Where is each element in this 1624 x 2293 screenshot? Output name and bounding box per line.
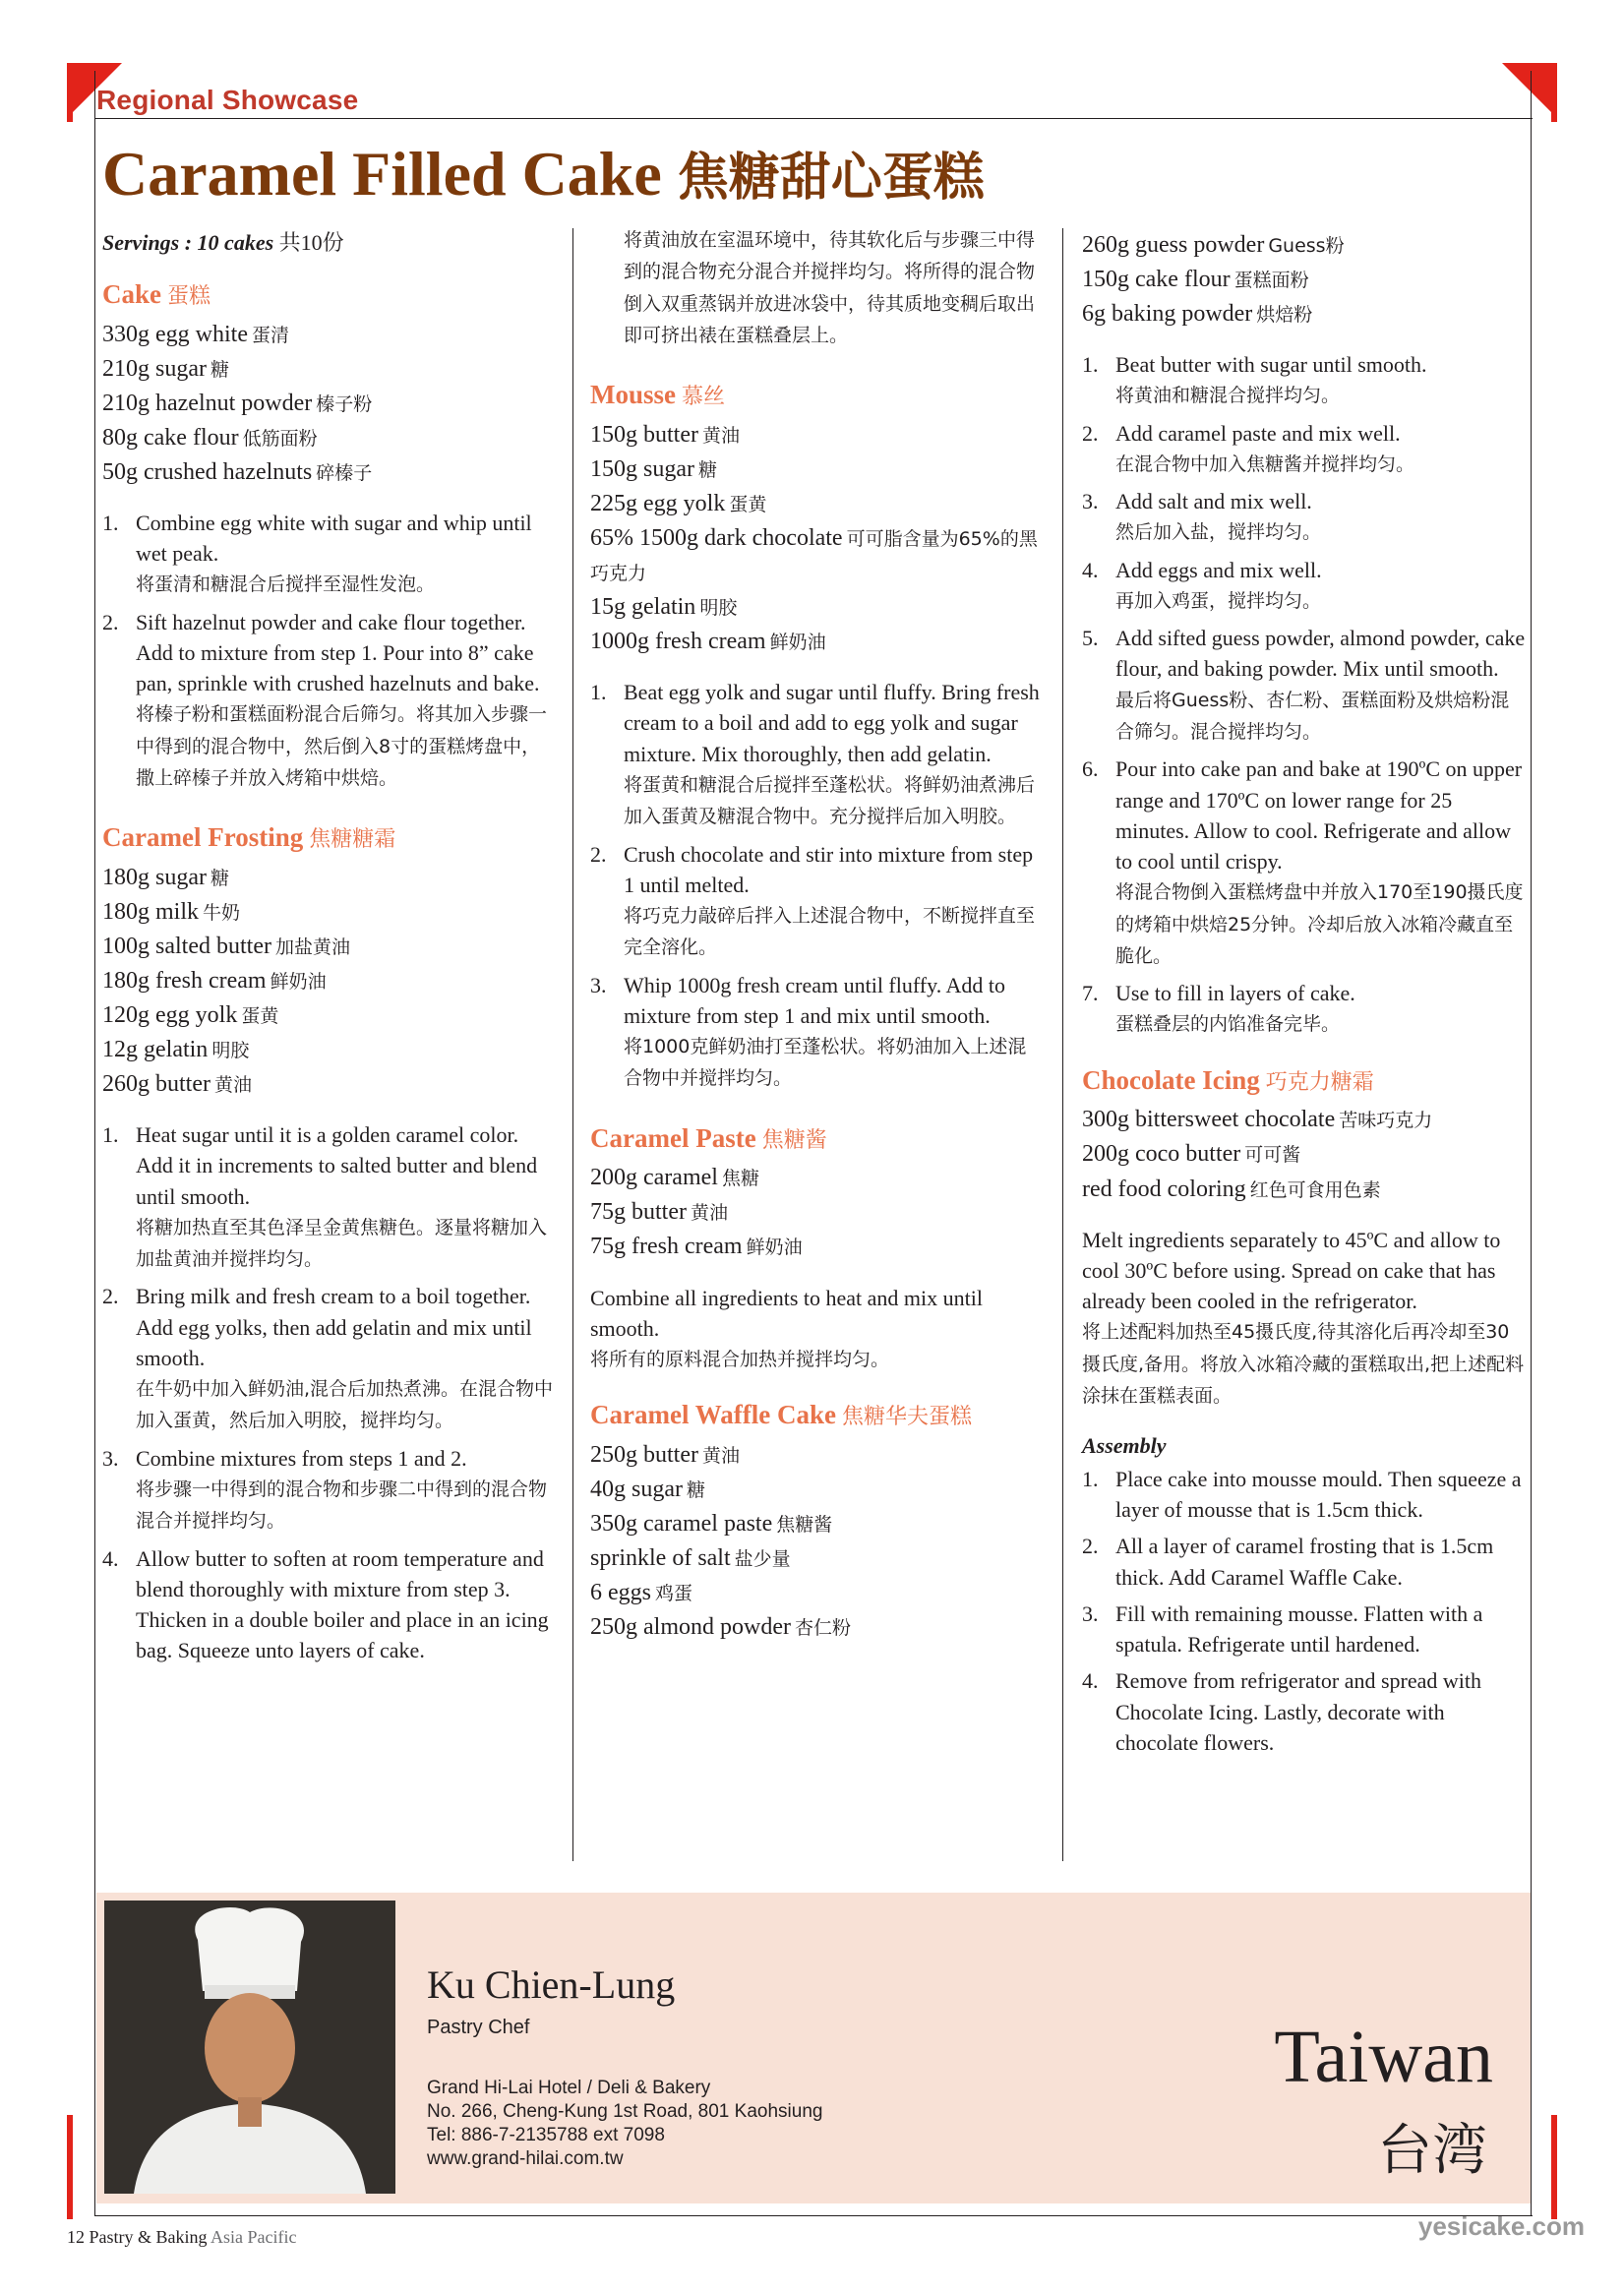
step-text: Add salt and mix well. (1115, 489, 1312, 514)
ingredient-zh: 可可脂含量为65%的黑巧克力 (590, 528, 1038, 585)
icing-ingredients (1082, 1103, 1527, 1206)
ingredient-zh: 鲜奶油 (270, 971, 327, 993)
paste-ingredients (590, 1161, 1045, 1264)
method-step (1082, 418, 1527, 481)
method-step (102, 1543, 557, 1666)
ingredient-item (102, 964, 557, 998)
frame-left-rule (94, 71, 95, 2215)
corner-decoration-top-right (1502, 63, 1557, 118)
column-divider (1062, 228, 1063, 1861)
ingredient-item (590, 1438, 1045, 1473)
step-number: 1. (102, 1122, 119, 1148)
ingredient-zh: 蛋黄 (729, 494, 767, 516)
waffle-ingredients-continued (1082, 228, 1527, 332)
step-text-zh: 在牛奶中加入鲜奶油,混合后加热煮沸。在混合物中加入蛋黄，然后加入明胶，搅拌均匀。 (136, 1378, 554, 1432)
ingredient-en: 200g caramel (590, 1165, 718, 1191)
step-text-zh: 将黄油和糖混合搅拌均匀。 (1115, 385, 1341, 407)
step-text: Combine egg white with sugar and whip until wet peak. (136, 510, 532, 566)
icing-method-zh: 将上述配料加热至45摄氏度,待其溶化后再冷却至30摄氏度,备用。将放入冰箱冷藏的蛋糕取出,把上述配料涂抹在蛋糕表面。 (1082, 1321, 1525, 1407)
ingredient-en: 50g crushed hazelnuts (102, 458, 313, 485)
step-number: 1. (1082, 1466, 1099, 1491)
ingredient-item (102, 352, 557, 387)
ingredient-zh: 蛋清 (251, 324, 289, 346)
ingredient-zh: 可可酱 (1244, 1144, 1301, 1167)
ingredient-zh: 烘焙粉 (1256, 304, 1313, 327)
ingredient-item (590, 453, 1045, 487)
method-step (1082, 1464, 1527, 1525)
ingredient-item (590, 1576, 1045, 1610)
step-text-zh: 将巧克力敲碎后拌入上述混合物中，不断搅拌直至完全溶化。 (624, 904, 1036, 959)
step-text-zh: 然后加入盐，搅拌均匀。 (1115, 521, 1322, 544)
step-text-zh: 在混合物中加入焦糖酱并搅拌均匀。 (1115, 453, 1415, 475)
publication-name: Pastry & Baking (89, 2227, 208, 2247)
step-number: 2. (102, 1284, 119, 1309)
ingredient-zh: 黄油 (213, 1074, 252, 1097)
ingredient-item (102, 861, 557, 895)
method-step (1082, 754, 1527, 972)
mousse-heading: Mousse 慕丝 (590, 380, 726, 410)
step-text-zh: 再加入鸡蛋，搅拌均匀。 (1115, 589, 1322, 612)
assembly-steps (1082, 1464, 1527, 1758)
publication-region: Asia Pacific (211, 2227, 297, 2247)
step-number: 1. (102, 510, 119, 535)
step-number: 3. (102, 1445, 119, 1471)
ingredient-en: 260g guess powder (1082, 232, 1265, 258)
step-text: Crush chocolate and stir into mixture from step 1 until melted. (624, 841, 1034, 897)
paste-method: Combine all ingredients to heat and mix until smooth. (590, 1285, 983, 1341)
method-step (1082, 1599, 1527, 1659)
icing-method: Melt ingredients separately to 45ºC and allow to cool 30ºC before using. Spread on cake that has already been cooled in the refrigerator. (1082, 1227, 1501, 1313)
ingredient-item (1082, 1173, 1527, 1207)
method-step (1082, 486, 1527, 549)
step-text-zh: 将1000克鲜奶油打至蓬松状。将奶油加入上述混合物中并搅拌均匀。 (624, 1036, 1027, 1090)
ingredient-zh: 糖 (210, 358, 229, 381)
cake-heading: Cake 蛋糕 (102, 278, 211, 309)
section-label: Regional Showcase (96, 85, 359, 115)
ingredient-item (590, 418, 1045, 453)
step-number: 4. (102, 1545, 119, 1571)
step-text-zh: 将蛋清和糖混合后搅拌至湿性发泡。 (136, 573, 436, 596)
ingredient-item (102, 930, 557, 964)
ingredient-zh: 明胶 (211, 1040, 250, 1062)
icing-heading: Chocolate Icing 巧克力糖霜 (1082, 1064, 1374, 1095)
step-number: 3. (590, 972, 607, 997)
ingredient-zh: 鲜奶油 (746, 1237, 803, 1259)
ingredient-zh: 加盐黄油 (274, 935, 350, 958)
step-text: Sift hazelnut powder and cake flour together. Add to mixture from step 1. Pour into 8” cake pan, sprinkle with crushed hazelnuts and bake. (136, 609, 540, 695)
ingredient-item (590, 625, 1045, 659)
ingredient-zh: 牛奶 (203, 901, 241, 924)
frame-accent (67, 63, 73, 122)
ingredient-zh: 红色可食用色素 (1249, 1178, 1381, 1201)
method-step (102, 1281, 557, 1436)
ingredient-item (590, 1230, 1045, 1264)
method-step (590, 839, 1045, 964)
column-1 (102, 228, 557, 1671)
ingredient-zh: 蛋糕面粉 (1233, 270, 1309, 292)
step-text: Add caramel paste and mix well. (1115, 420, 1401, 446)
ingredient-zh: 糖 (210, 867, 229, 889)
ingredient-item (1082, 1137, 1527, 1172)
method-step (102, 1443, 557, 1538)
step-text: Allow butter to soften at room temperature and blend thoroughly with mixture from step 3. Thicken in a double boiler and place in an icing bag. Squeeze unto layers of cake. (136, 1545, 549, 1663)
method-step (1082, 349, 1527, 412)
cake-steps (102, 508, 557, 794)
step-text-zh: 蛋糕叠层的内馅准备完毕。 (1115, 1013, 1341, 1036)
chef-phone: Tel: 886-7-2135788 ext 7098 (427, 2125, 665, 2145)
step-text: Use to fill in layers of cake. (1115, 981, 1355, 1006)
ingredient-zh: 低筋面粉 (242, 427, 318, 450)
ingredient-zh: 苦味巧克力 (1339, 1110, 1433, 1132)
column-divider (572, 228, 573, 1861)
step-number: 1. (590, 680, 607, 705)
ingredient-item (102, 998, 557, 1033)
ingredient-zh: 焦糖酱 (776, 1514, 833, 1537)
ingredient-zh: 糖 (697, 459, 717, 482)
frame-accent (1551, 2115, 1557, 2219)
ingredient-item (102, 421, 557, 455)
frosting-steps (102, 1119, 557, 1665)
country-name-zh: 台湾 (1377, 2119, 1487, 2183)
step-number: 5. (1082, 626, 1099, 651)
ingredient-en: 250g butter (590, 1442, 698, 1469)
ingredient-item (590, 521, 1045, 590)
method-step (1082, 1665, 1527, 1758)
cake-ingredients (102, 318, 557, 490)
chef-address: No. 266, Cheng-Kung 1st Road, 801 Kaohsiung (427, 2101, 823, 2122)
watermark-logo: yesicake.com (1417, 2211, 1585, 2241)
ingredient-zh: 糖 (686, 1479, 705, 1502)
ingredient-zh: 黄油 (701, 424, 740, 447)
step-number: 4. (1082, 557, 1099, 582)
step-text: Combine mixtures from steps 1 and 2. (136, 1445, 467, 1471)
ingredient-item (102, 455, 557, 490)
ingredient-item (102, 1033, 557, 1067)
ingredient-zh: Guess粉 (1268, 235, 1345, 257)
step-text: Place cake into mousse mould. Then squeeze a layer of mousse that is 1.5cm thick. (1115, 1466, 1522, 1523)
column-3 (1082, 228, 1527, 1764)
chef-hotel: Grand Hi-Lai Hotel / Deli & Bakery (427, 2078, 711, 2098)
step-text-zh: 将榛子粉和蛋糕面粉混合后筛匀。将其加入步骤一中得到的混合物中，然后倒入8寸的蛋糕烤盘中，撒上碎榛子并放入烤箱中烘焙。 (136, 703, 548, 789)
ingredient-en: 350g caramel paste (590, 1511, 773, 1538)
ingredient-item (590, 1541, 1045, 1576)
frame-accent (1551, 63, 1557, 122)
method-step (590, 970, 1045, 1095)
ingredient-item (1082, 297, 1527, 332)
ingredient-item (590, 487, 1045, 521)
mousse-steps (590, 677, 1045, 1094)
ingredient-item (1082, 263, 1527, 297)
step-number: 7. (1082, 981, 1099, 1006)
step-text-zh: 最后将Guess粉、杏仁粉、蛋糕面粉及烘焙粉混合筛匀。混合搅拌均匀。 (1115, 689, 1510, 743)
step-number: 2. (1082, 420, 1099, 446)
page-footer (67, 2227, 296, 2248)
paste-heading: Caramel Paste 焦糖酱 (590, 1122, 827, 1153)
frosting-heading: Caramel Frosting 焦糖糖霜 (102, 822, 396, 853)
ingredient-zh: 蛋黄 (241, 1005, 279, 1028)
ingredient-en: 150g butter (590, 421, 698, 448)
method-step (102, 607, 557, 795)
step-number: 1. (1082, 352, 1099, 378)
chef-profile (96, 1893, 1531, 2203)
ingredient-en: 1000g fresh cream (590, 629, 766, 655)
servings: Servings : 10 cakes 共10份 (102, 230, 344, 255)
frosting-ingredients (102, 861, 557, 1102)
ingredient-en: 150g cake flour (1082, 267, 1231, 293)
ingredient-en: 260g butter (102, 1071, 211, 1098)
ingredient-en: 75g butter (590, 1199, 687, 1226)
ingredient-en: 120g egg yolk (102, 1002, 238, 1029)
waffle-heading: Caramel Waffle Cake 焦糖华夫蛋糕 (590, 1400, 972, 1430)
header-rule (94, 118, 1533, 119)
step-text-zh: 将步骤一中得到的混合物和步骤二中得到的混合物混合并搅拌均匀。 (136, 1478, 548, 1533)
paste-method-zh: 将所有的原料混合加热并搅拌均匀。 (590, 1348, 890, 1370)
ingredient-item (1082, 1103, 1527, 1137)
waffle-ingredients (590, 1438, 1045, 1645)
ingredient-zh: 盐少量 (734, 1548, 791, 1571)
ingredient-zh: 明胶 (699, 597, 738, 620)
chef-portrait-image (104, 1901, 395, 2194)
ingredient-en: 15g gelatin (590, 594, 696, 621)
ingredient-item (102, 318, 557, 352)
ingredient-zh: 碎榛子 (316, 461, 373, 484)
ingredient-en: 300g bittersweet chocolate (1082, 1107, 1336, 1133)
step-number: 3. (1082, 1600, 1099, 1626)
ingredient-item (102, 387, 557, 421)
ingredient-zh: 黄油 (690, 1202, 728, 1225)
ingredient-zh: 鲜奶油 (769, 632, 826, 654)
ingredient-en: 180g sugar (102, 864, 207, 890)
step-number: 6. (1082, 756, 1099, 782)
method-step (1082, 978, 1527, 1041)
frame-right-rule (1531, 71, 1532, 2215)
ingredient-en: 200g coco butter (1082, 1141, 1241, 1168)
ingredient-item (1082, 228, 1527, 263)
ingredient-en: 12g gelatin (102, 1037, 209, 1063)
ingredient-zh: 鸡蛋 (655, 1583, 693, 1605)
step-text: Bring milk and fresh cream to a boil together. Add egg yolks, then add gelatin and mix until smooth. (136, 1284, 532, 1370)
step-text: Whip 1000g fresh cream until fluffy. Add to mixture from step 1 and mix until smooth. (624, 972, 1005, 1028)
step-text-zh: 将糖加热直至其色泽呈金黄焦糖色。逐量将糖加入加盐黄油并搅拌均匀。 (136, 1216, 548, 1271)
waffle-steps (1082, 349, 1527, 1041)
ingredient-item (590, 1195, 1045, 1230)
step-text-zh: 将蛋黄和糖混合后搅拌至蓬松状。将鲜奶油煮沸后加入蛋黄及糖混合物中。充分搅拌后加入明胶。 (624, 773, 1036, 828)
footer-rule (94, 2215, 1533, 2216)
chef-photo (104, 1901, 395, 2194)
ingredient-en: 180g milk (102, 898, 200, 925)
country-name: Taiwan (1274, 2016, 1493, 2098)
ingredient-item (102, 1067, 557, 1102)
method-step (102, 508, 557, 601)
method-step (1082, 623, 1527, 748)
step-text: Add sifted guess powder, almond powder, cake flour, and baking powder. Mix until smooth. (1115, 626, 1526, 682)
step-text: Pour into cake pan and bake at 190ºC on upper range and 170ºC on lower range for 25 minutes. Allow to cool. Refrigerate and allow to cool until crispy. (1115, 756, 1523, 874)
ingredient-en: sprinkle of salt (590, 1545, 731, 1572)
ingredient-item (590, 1161, 1045, 1195)
ingredient-item (590, 1610, 1045, 1645)
ingredient-en: 75g fresh cream (590, 1234, 743, 1260)
frosting-step-4-zh-continued: 将黄油放在室温环境中，待其软化后与步骤三中得到的混合物充分混合并搅拌均匀。将所得的混合物倒入双重蒸锅并放进冰袋中，待其质地变稠后取出即可挤出裱在蛋糕叠层上。 (624, 229, 1036, 346)
ingredient-item (590, 590, 1045, 625)
method-step (102, 1119, 557, 1275)
chef-name: Ku Chien-Lung (427, 1962, 676, 2007)
column-2 (590, 228, 1045, 1645)
mousse-ingredients (590, 418, 1045, 659)
step-text: Remove from refrigerator and spread with Chocolate Icing. Lastly, decorate with chocolate flowers. (1115, 1668, 1482, 1755)
ingredient-en: 210g sugar (102, 355, 207, 382)
chef-website[interactable]: www.grand-hilai.com.tw (427, 2148, 624, 2169)
ingredient-zh: 黄油 (701, 1445, 740, 1468)
ingredient-en: 65% 1500g dark chocolate (590, 525, 843, 552)
frame-accent (67, 2115, 73, 2219)
step-number: 2. (1082, 1534, 1099, 1559)
ingredient-item (590, 1473, 1045, 1507)
ingredient-en: 100g salted butter (102, 933, 271, 959)
ingredient-en: 210g hazelnut powder (102, 390, 313, 416)
step-number: 4. (1082, 1668, 1099, 1694)
step-number: 2. (102, 609, 119, 634)
ingredient-en: 180g fresh cream (102, 968, 267, 994)
ingredient-en: 40g sugar (590, 1477, 683, 1503)
step-text: All a layer of caramel frosting that is 1.5cm thick. Add Caramel Waffle Cake. (1115, 1534, 1494, 1590)
step-number: 3. (1082, 489, 1099, 514)
ingredient-en: 80g cake flour (102, 424, 239, 451)
ingredient-item (590, 1507, 1045, 1541)
ingredient-en: 250g almond powder (590, 1614, 791, 1641)
method-step (1082, 555, 1527, 618)
ingredient-zh: 杏仁粉 (794, 1617, 851, 1640)
assembly-heading: Assembly (1082, 1433, 1167, 1459)
step-text: Fill with remaining mousse. Flatten with a spatula. Refrigerate until hardened. (1115, 1600, 1483, 1658)
ingredient-zh: 榛子粉 (316, 392, 373, 415)
ingredient-en: 225g egg yolk (590, 491, 726, 517)
step-text-zh: 将混合物倒入蛋糕烤盘中并放入170至190摄氏度的烤箱中烘焙25分钟。冷却后放入冰箱冷藏直至脆化。 (1115, 881, 1524, 967)
ingredient-en: 6 eggs (590, 1580, 651, 1606)
ingredient-en: 150g sugar (590, 456, 694, 483)
method-step (1082, 1531, 1527, 1592)
ingredient-en: red food coloring (1082, 1176, 1246, 1202)
step-text: Beat butter with sugar until smooth. (1115, 352, 1427, 378)
ingredient-en: 330g egg white (102, 321, 248, 347)
page-title: Caramel Filled Cake 焦糖甜心蛋糕 (102, 139, 985, 209)
ingredient-zh: 焦糖 (721, 1168, 759, 1190)
step-text: Heat sugar until it is a golden caramel color. Add it in increments to salted butter and blend until smooth. (136, 1122, 538, 1209)
step-text: Beat egg yolk and sugar until fluffy. Bring fresh cream to a boil and add to egg yolk and sugar mixture. Mix thoroughly, then add gelatin. (624, 680, 1040, 766)
ingredient-en: 6g baking powder (1082, 301, 1253, 328)
method-step (590, 677, 1045, 832)
chef-role: Pastry Chef (427, 2017, 530, 2038)
page-number: 12 (67, 2227, 85, 2247)
step-number: 2. (590, 841, 607, 867)
step-text: Add eggs and mix well. (1115, 557, 1322, 582)
ingredient-item (102, 895, 557, 930)
